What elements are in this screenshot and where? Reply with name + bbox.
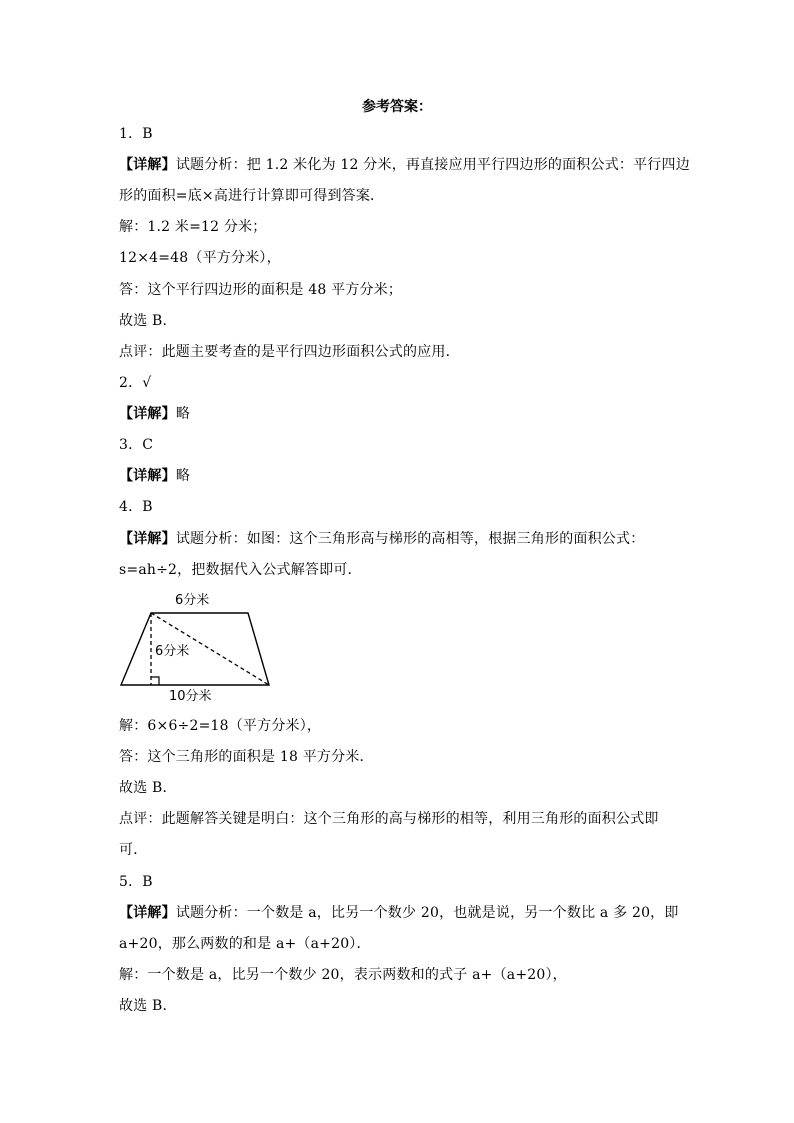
right-angle-marker xyxy=(151,677,159,685)
q1-analysis-text-1: 试题分析：把 1.2 米化为 12 分米，再直接应用平行四边形的面积公式：平行四边 xyxy=(175,157,690,173)
q2-detail-tag: 【详解】 xyxy=(119,406,176,422)
q1-answer: 答：这个平行四边形的面积是 48 平方分米； xyxy=(119,282,403,298)
q1-choice: 故选 B． xyxy=(119,313,177,329)
q1-detail-tag: 【详解】 xyxy=(119,157,176,173)
q1-analysis-line-2: 形的面积=底×高进行计算即可得到答案． xyxy=(119,188,385,204)
q4-comment-line-2: 可． xyxy=(119,842,148,858)
q5-analysis-text-1: 试题分析：一个数是 a，比另一个数少 20，也就是说，另一个数比 a 多 20，即 xyxy=(175,905,679,921)
q5-analysis-line-1 xyxy=(119,904,679,922)
q5-solution: 解：一个数是 a，比另一个数少 20，表示两数和的式子 a+（a+20）， xyxy=(119,967,567,983)
q4-analysis-text-1: 试题分析：如图：这个三角形高与梯形的高相等，根据三角形的面积公式： xyxy=(175,531,645,547)
q2-number: 2．√ xyxy=(119,375,152,391)
q4-answer: 答：这个三角形的面积是 18 平方分米． xyxy=(119,749,374,765)
q5-choice: 故选 B． xyxy=(119,998,177,1014)
q2-detail xyxy=(119,405,190,423)
trapezoid-outline xyxy=(121,613,269,685)
q4-analysis-line-2: s=ah÷2，把数据代入公式解答即可． xyxy=(119,562,362,578)
trapezoid-diagram xyxy=(115,588,275,706)
q1-solution-line-1: 解：1.2 米=12 分米； xyxy=(119,219,267,235)
q3-number: 3．C xyxy=(119,437,154,453)
q5-number: 5．B xyxy=(119,874,153,890)
q1-comment: 点评：此题主要考查的是平行四边形面积公式的应用． xyxy=(119,344,460,360)
top-base-label: 6分米 xyxy=(175,593,210,608)
q4-analysis-line-1 xyxy=(119,530,644,548)
q4-choice: 故选 B． xyxy=(119,780,177,796)
q4-number: 4．B xyxy=(119,499,153,515)
height-label: 6分米 xyxy=(155,644,190,659)
q4-solution: 解：6×6÷2=18（平方分米）， xyxy=(119,718,322,734)
q3-detail-tag: 【详解】 xyxy=(119,468,176,484)
q5-analysis-line-2: a+20，那么两数的和是 a+（a+20）． xyxy=(119,936,371,952)
q2-detail-text: 略 xyxy=(175,406,191,422)
q4-comment-line-1: 点评：此题解答关键是明白：这个三角形的高与梯形的相等，利用三角形的面积公式即 xyxy=(119,811,659,827)
q5-detail-tag: 【详解】 xyxy=(119,905,176,921)
page-title: 参考答案： xyxy=(362,99,432,115)
q4-detail-tag: 【详解】 xyxy=(119,531,176,547)
q3-detail-text: 略 xyxy=(175,468,191,484)
q1-number: 1．B xyxy=(119,126,153,142)
bottom-base-label: 10分米 xyxy=(169,689,212,704)
q1-analysis-line-1 xyxy=(119,156,690,174)
q1-solution-line-2: 12×4=48（平方分米）， xyxy=(119,250,281,266)
q3-detail xyxy=(119,467,190,485)
